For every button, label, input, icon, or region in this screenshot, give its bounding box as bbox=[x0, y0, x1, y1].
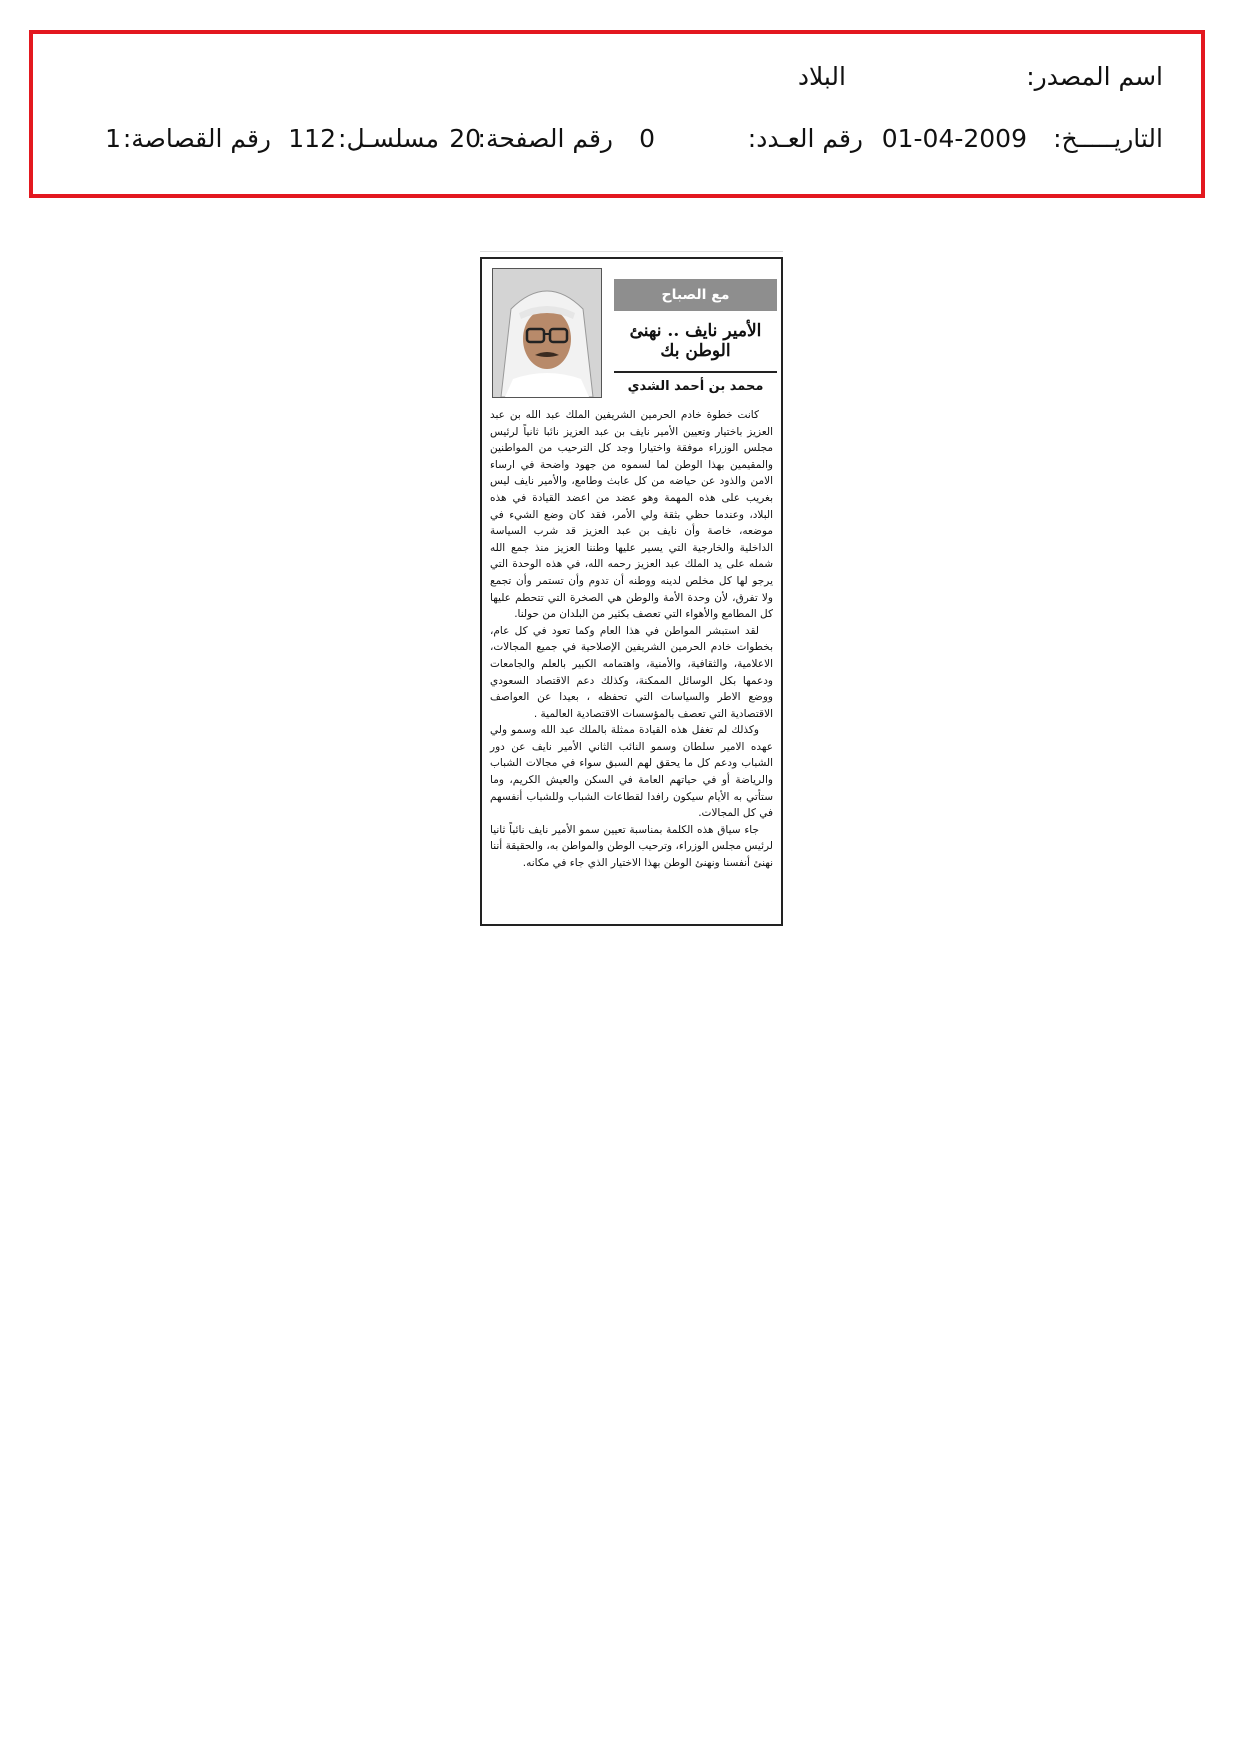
clip-number-value: 1 bbox=[105, 124, 121, 153]
newspaper-clipping bbox=[480, 257, 783, 926]
article-paragraph: لقد استبشر المواطن في هذا العام وكما تعود في كل عام، بخطوات خادم الحرمين الشريفين الإصلاحية في جميع المجالات، الاعلامية، والثقافية، والأمنية، واهتمامه الكبير بالعلم والجامعات ودعمها بكل الوسائل الممكنة، وكذلك دعم الاقتصاد السعودي ووضع الاطر والسياسات التي تحفظه ، بعيدا عن العواصف الاقتصادية التي تعصف بالمؤسسات الاقتصادية العالمية . bbox=[490, 624, 773, 720]
page-label: رقم الصفحة: bbox=[477, 124, 613, 153]
clip-number-label: رقم القصاصة: bbox=[122, 124, 271, 153]
page-value: 20 bbox=[449, 124, 481, 153]
article-body bbox=[490, 407, 773, 872]
article-paragraph: وكذلك لم تغفل هذه القيادة ممثلة بالملك عبد الله وسمو ولي عهده الامير سلطان وسمو النائب الثاني الأمير نايف عن دور الشباب ودعم كل ما يحقق لهم السبق سواء في مجالات الشباب والرياضة أو في حياتهم العامة في السكن والعيش الكريم، وما ستأتي به الأيام سيكون رافدا لقطاعات الشباب وللشباب أنفسهم في كل المجالات. bbox=[490, 724, 773, 820]
clipping-metadata-box bbox=[29, 30, 1205, 198]
column-tag: مع الصباح bbox=[614, 279, 777, 311]
author-photo bbox=[492, 268, 602, 398]
issue-label: رقم العـدد: bbox=[747, 124, 863, 153]
article-paragraph: كانت خطوة خادم الحرمين الشريفين الملك عبد الله بن عبد العزيز باختيار وتعيين الأمير نايف بن عبد العزيز نائبا ثانياً لرئيس مجلس الوزراء موفقة واختيارا وجد كل الترحيب من المواطنين والمقيمين بهذا الوطن لما لسموه من جهود واضحة في ارساء الامن والذود عن حياضه من كل عابث وطامع، والأمير نايف ليس بغريب على هذه المهمة وهو عضد من اعضد القيادة في هذه البلاد، وعندما حظي بثقة ولي الأمر، فقد كان وضع الشيء في موضعه، خاصة وأن نايف بن عبد العزيز قد شرب السياسة الداخلية والخارجية التي يسير عليها وطننا العزيز منذ جمع الله شمله على يد الملك عبد العزيز رحمه الله، في هذه الوحدة التي يرجو لها كل مخلص لدينه ووطنه أن تدوم وأن تستمر وأن تجمع ولا تفرق، لأن وحدة الأمة والوطن هي الصخرة التي تتحطم عليها كل المطامع والأهواء التي تعصف بكثير من البلدان من حولنا. bbox=[490, 409, 773, 621]
author-byline: محمد بن أحمد الشدي bbox=[614, 371, 777, 398]
date-value: 01-04-2009 bbox=[881, 124, 1027, 153]
source-value: البلاد bbox=[797, 62, 846, 91]
date-label: التاريـــــخ: bbox=[1053, 124, 1163, 153]
article-title: الأمير نايف .. نهنئ الوطن بك bbox=[629, 321, 762, 361]
article-paragraph: جاء سياق هذه الكلمة بمناسبة تعيين سمو الأمير نايف نائباً ثانيا لرئيس مجلس الوزراء، وترحيب الوطن والمواطن به، والحقيقة أننا نهنئ أنفسنا ونهنئ الوطن بهذا الاختيار الذي جاء في مكانه. bbox=[490, 823, 773, 870]
serial-value: 112 bbox=[288, 124, 336, 153]
clipping-top-rule bbox=[480, 251, 783, 252]
source-label: اسم المصدر: bbox=[1026, 62, 1163, 91]
serial-label: مسلسـل: bbox=[338, 124, 439, 153]
issue-value: 0 bbox=[639, 124, 655, 153]
